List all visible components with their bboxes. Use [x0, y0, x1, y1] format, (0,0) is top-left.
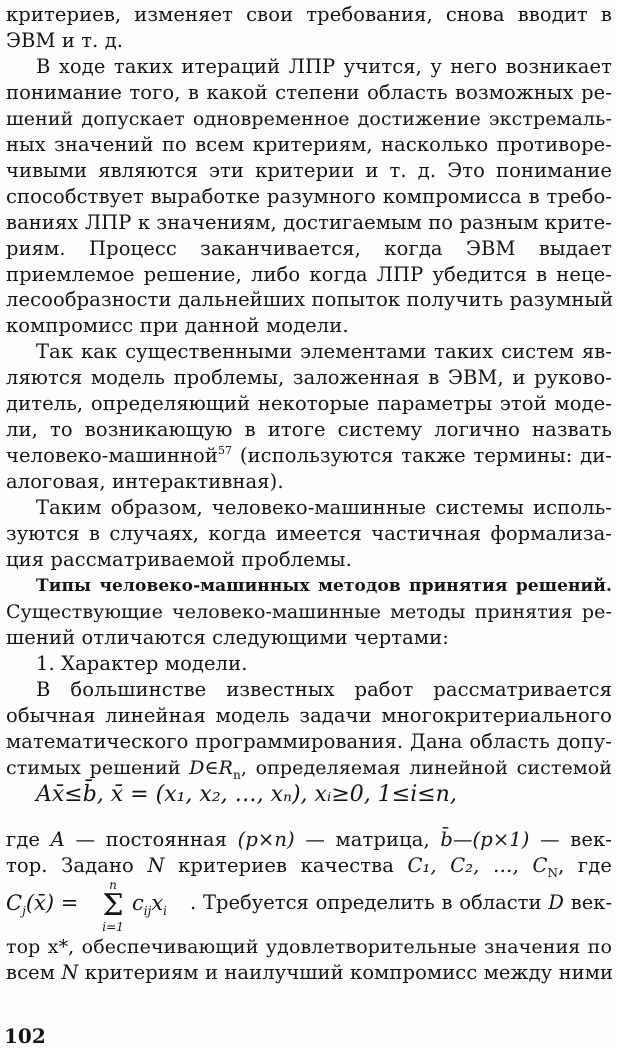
formula-lhs: [6, 891, 78, 918]
text-line: математического программирования. Дана область допу-: [6, 729, 612, 753]
text-line: риям. Процесс заканчивается, когда ЭВМ выдает: [6, 236, 612, 260]
text-fragment: — постоянная: [64, 828, 238, 852]
text-line: ли, то возникающую в итоге систему логично назвать: [6, 418, 612, 442]
text-fragment: тор. Задано: [6, 854, 134, 878]
page-number: 102: [4, 1024, 46, 1048]
text-line: тор x*, обеспечивающий удовлетворительные значения по: [6, 935, 612, 958]
display-formula: [36, 781, 596, 809]
text-fragment: — век-: [529, 828, 612, 852]
text-line: чивыми являются эти критерии и т. д. Это понимание: [6, 158, 612, 182]
section-heading: Типы человеко-машинных методов принятия решений.: [36, 575, 612, 596]
math-symbol: N: [61, 960, 79, 984]
text-fragment: (используются также термины: ди-: [239, 444, 612, 468]
math-symbol: C: [6, 891, 23, 916]
text-line: Таким образом, человеко-машинные системы исполь-: [36, 496, 612, 520]
math-symbol: N: [147, 854, 165, 878]
text-line: зуются в случаях, когда имеется частичная формализа-: [6, 522, 612, 545]
list-item-heading: 1. Характер модели.: [36, 651, 248, 675]
text-fragment: — матрица,: [294, 828, 441, 852]
footnote-ref: 57: [217, 444, 233, 458]
text-fragment: [190, 891, 612, 914]
text-fragment: век-: [570, 891, 613, 915]
sum-upper-limit: n: [109, 878, 117, 893]
math-dims: b̄—(p×1): [440, 828, 530, 852]
text-line: [6, 755, 612, 781]
text-line: ных значений по всем критериям, насколько противоре-: [6, 132, 612, 156]
math-subscript: j: [22, 904, 26, 919]
text-line: критериев, изменяет свои требования, снова вводит в: [6, 3, 612, 26]
text-line: понимание того, в какой степени область возможных ре-: [6, 80, 612, 104]
text-line: ция рассматриваемой проблемы.: [6, 547, 352, 571]
text-line: шений допускает одновременное достижение экстремаль-: [6, 107, 612, 130]
math-subscript: ij: [143, 904, 152, 919]
text-line: Так как существенными элементами таких систем яв-: [36, 340, 612, 364]
text-line: [6, 443, 612, 469]
text-line: ЭВМ и т. д.: [6, 28, 124, 52]
text-line: алоговая, интерактивная).: [6, 470, 284, 494]
text-line: лесообразности дальнейших попыток получить разумный: [6, 288, 614, 312]
math-symbol: c: [132, 891, 144, 916]
text-fragment: критериям и наилучший компромисс между ними: [78, 960, 614, 984]
text-line: шений отличаются следующими чертами:: [6, 625, 449, 649]
math-dims: (p×n): [237, 828, 295, 852]
sum-lower-limit: i=1: [102, 920, 124, 935]
math-symbol: A: [50, 828, 65, 852]
text-line: Существующие человеко-машинные методы принятия ре-: [6, 600, 612, 623]
text-line: В ходе таких итераций ЛПР учится, у него возникает: [36, 54, 612, 78]
text-line: ляются модель проблемы, заложенная в ЭВМ, и руково-: [6, 366, 612, 390]
math-symbol: x: [151, 891, 164, 916]
math-subscript: i: [163, 904, 168, 919]
text-line: [6, 827, 612, 853]
math-set: D∈R: [189, 756, 234, 779]
math-list: C₁, C₂, …, C: [407, 854, 548, 878]
sum-formula-line: [6, 879, 612, 933]
text-fragment: . Требуется определить в области: [190, 891, 542, 915]
text-line: приемлемое решение, либо когда ЛПР убедится в неце-: [6, 262, 612, 286]
text-fragment: , определяемая линейной системой: [240, 756, 613, 779]
text-fragment: человеко-машинной: [6, 444, 218, 468]
text-line: В большинстве известных работ рассматривается: [36, 677, 612, 701]
math-symbol: D: [548, 891, 564, 915]
sum-term: [132, 891, 167, 918]
text-fragment: , где: [558, 854, 612, 878]
sigma-symbol: Σ: [102, 888, 124, 924]
text-fragment: критериев качества: [164, 854, 408, 878]
text-fragment: где: [6, 828, 41, 852]
text-line: способствует выработке разумного компромисса в требо-: [6, 184, 612, 208]
summation-sign: [98, 879, 128, 933]
text-line: обычная линейная модель задачи многокритериального: [6, 703, 612, 727]
text-line: дитель, определяющий некоторые параметры этой моде-: [6, 392, 612, 416]
text-line: ваниях ЛПР к значениям, достигаемым по разным крите-: [6, 210, 612, 234]
text-fragment: стимых решений: [6, 756, 181, 779]
math-subscript: n: [233, 767, 241, 782]
formula-text: Ax̄≤b̄, x̄ = (x₁, x₂, …, xₙ), xᵢ≥0, 1≤i≤n,: [36, 781, 457, 807]
text-line: [6, 960, 612, 986]
text-line: [6, 853, 612, 879]
math-subscript: N: [547, 866, 559, 881]
text-fragment: всем: [6, 960, 56, 984]
math-argument: (x̄) =: [25, 891, 79, 916]
text-line: компромисс при данной модели.: [6, 314, 349, 338]
